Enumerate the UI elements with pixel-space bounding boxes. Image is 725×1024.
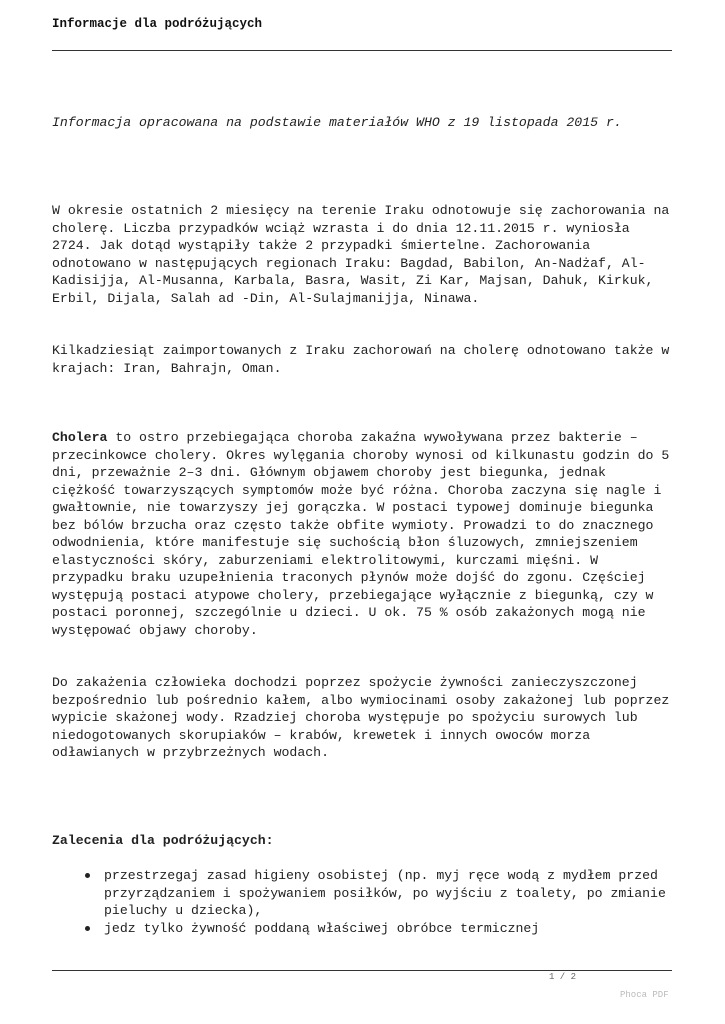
list-item (52, 867, 677, 920)
transmission-paragraph: Do zakażenia człowieka dochodzi poprzez spożycie żywności zanieczyszczonej bezpośrednio lub pośrednio kałem, albo wymiocinami osoby zakażonej lub poprzez wypicie skażonej wody. Rzadziej choroba występuje po spożyciu surowych lub niedogotowanych skorupiaków – krabów, krewetek i innych owoców morza odławianych w przybrzeżnych wodach. (52, 675, 670, 760)
cholera-description (52, 429, 677, 639)
bullet-icon (85, 873, 90, 878)
cholera-term: Cholera (52, 430, 108, 445)
situation-paragraph: W okresie ostatnich 2 miesięcy na terenie Iraku odnotowuje się zachorowania na cholerę. Liczba przypadków wciąż wzrasta i do dnia 12.11.2015 r. wyniosła 2724. Jak dotąd wystąpiły także 2 przypadki śmiertelne. Zachorowania odnotowano w następujących regionach Iraku: Bagdad, Babilon, An-Nadżaf, Al-Kadisijja, Al-Musanna, Karbala, Basra, Wasit, Zi Kar, Majsan, Dahuk, Kirkuk, Erbil, Dijala, Salah ad -Din, Al-Sulajmanijja, Ninawa. (52, 203, 670, 306)
list-item-text: jedz tylko żywność poddaną właściwej obróbce termicznej (104, 920, 540, 936)
page-title: Informacje dla podróżujących (52, 17, 263, 31)
phoca-pdf-link[interactable]: Phoca PDF (620, 990, 669, 1000)
imported-cases-paragraph: Kilkadziesiąt zaimportowanych z Iraku zachorowań na cholerę odnotowano także w krajach: Iran, Bahrajn, Oman. (52, 343, 670, 376)
cholera-text: to ostro przebiegająca choroba zakaźna wywoływana przez bakterie – przecinkowce cholery. Okres wylęgania choroby wynosi od kilkunastu godzin do 5 dni, przeważnie 2–3 dni. Głównym objawem choroby jest biegunka, jednak ciężkość towarzyszących symptomów może być różna. Choroba zaczyna się nagle i gwałtownie, nie towarzyszy jej gorączka. W postaci typowej dominuje biegunka bez bólów brzucha oraz często także obfite wymioty. Prowadzi to do znacznego odwodnienia, które manifestuje się suchością błon śluzowych, zmniejszeniem elastyczności skóry, zaburzeniami elektrolitowymi, kurczami mięśni. W przypadku braku uzupełnienia traconych płynów może dojść do zgonu. Częściej występują postaci atypowe cholery, przebiegające wyłącznie z biegunką, czy w postaci poronnej, szczególnie u dzieci. U ok. 75 % osób zakażonych mogą nie występować objawy choroby. (52, 430, 670, 638)
page-number: 1 / 2 (549, 972, 577, 982)
header-divider (52, 50, 672, 51)
bullet-icon (85, 926, 90, 931)
list-item (52, 920, 677, 938)
list-item-text: przestrzegaj zasad higieny osobistej (np. myj ręce wodą z mydłem przed przyrządzaniem i spożywaniem posiłków, po wyjściu z toalety, po zmianie pieluchy u dziecka), (104, 868, 666, 918)
footer-divider (52, 970, 672, 971)
recommendations-list (52, 867, 677, 937)
recommendations-heading: Zalecenia dla podróżujących: (52, 833, 274, 848)
intro-note: Informacja opracowana na podstawie materiałów WHO z 19 listopada 2015 r. (52, 115, 622, 130)
